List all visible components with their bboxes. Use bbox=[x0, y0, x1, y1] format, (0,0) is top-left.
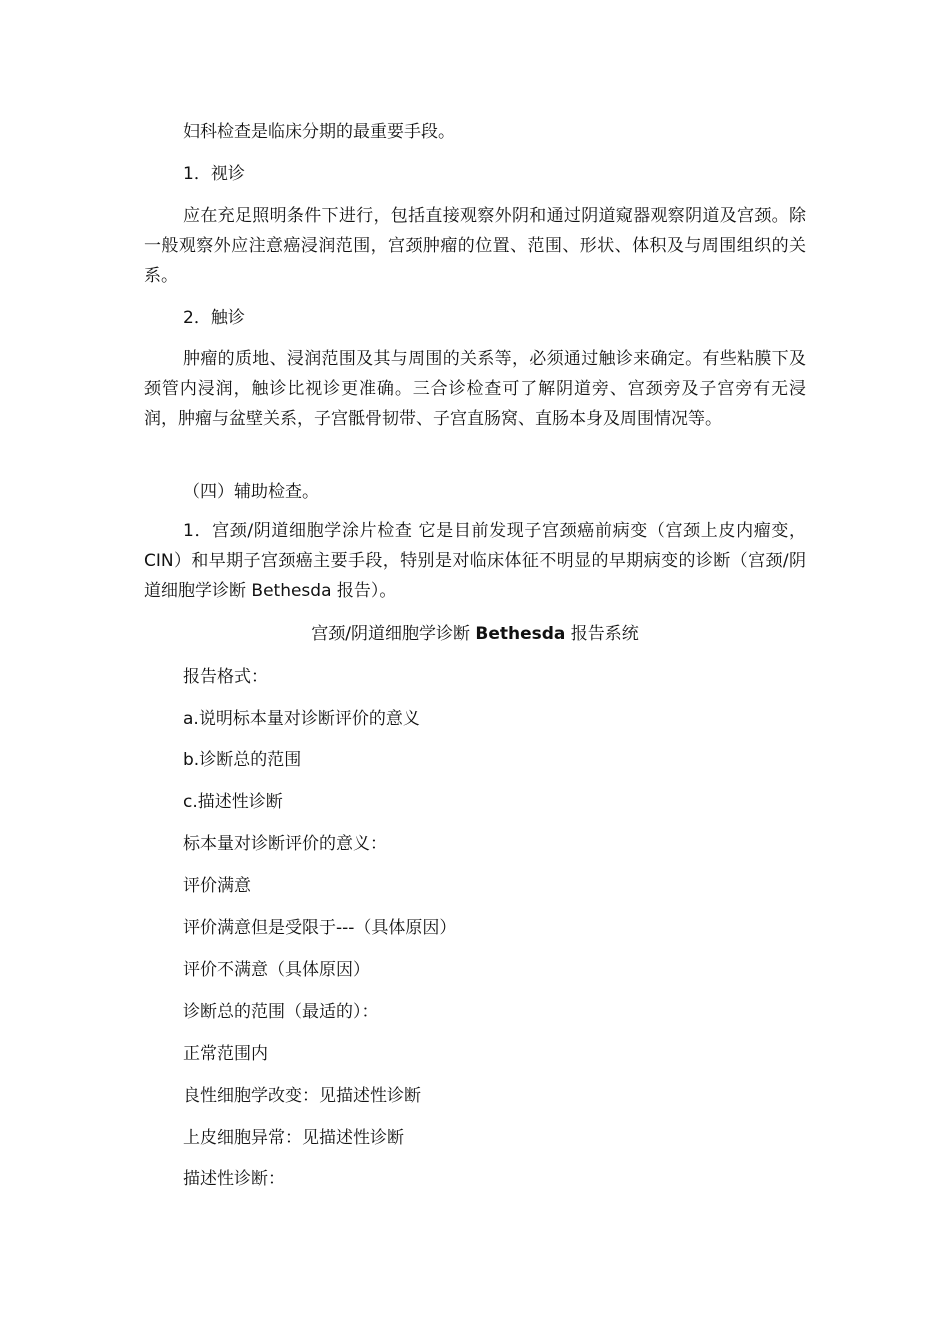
list-item: 评价满意 bbox=[183, 876, 251, 896]
list-item: a.说明标本量对诊断评价的意义 bbox=[183, 709, 420, 729]
section-title-prefix: 宫颈/阴道细胞学诊断 bbox=[311, 624, 476, 644]
heading-palpation: 2．触诊 bbox=[183, 308, 245, 328]
list-item: 正常范围内 bbox=[183, 1044, 268, 1064]
list-item: b.诊断总的范围 bbox=[183, 750, 302, 770]
list-item: c.描述性诊断 bbox=[183, 792, 283, 812]
list-item: 评价不满意（具体原因） bbox=[183, 960, 370, 980]
list-item: 报告格式： bbox=[183, 667, 268, 687]
paragraph-palpation: 肿瘤的质地、浸润范围及其与周围的关系等，必须通过触诊来确定。有些粘膜下及颈管内浸润，触诊比视诊更准确。三合诊检查可了解阴道旁、宫颈旁及子宫旁有无浸润，肿瘤与盆壁关系，子宫骶骨韧带、子宫直肠窝、直肠本身及周围情况等。 bbox=[144, 349, 806, 429]
list-item: 上皮细胞异常：见描述性诊断 bbox=[183, 1128, 404, 1148]
list-item: 标本量对诊断评价的意义： bbox=[183, 834, 387, 854]
paragraph-intro: 妇科检查是临床分期的最重要手段。 bbox=[183, 122, 455, 142]
section-title bbox=[144, 619, 806, 649]
paragraph-inspection: 应在充足照明条件下进行，包括直接观察外阴和通过阴道窥器观察阴道及宫颈。除一般观察外应注意癌浸润范围，宫颈肿瘤的位置、范围、形状、体积及与周围组织的关系。 bbox=[144, 206, 806, 286]
list-item: 评价满意但是受限于---（具体原因） bbox=[183, 918, 457, 938]
section-title-bold: Bethesda bbox=[475, 624, 566, 644]
section-title-suffix: 报告系统 bbox=[565, 624, 639, 644]
heading-inspection: 1．视诊 bbox=[183, 164, 245, 184]
list-item: 描述性诊断： bbox=[183, 1169, 285, 1189]
paragraph-cytology: 1．宫颈/阴道细胞学涂片检查 它是目前发现子宫颈癌前病变（宫颈上皮内瘤变，CIN）和早期子宫颈癌主要手段，特别是对临床体征不明显的早期病变的诊断（宫颈/阴道细胞学诊断 Bethesda 报告）。 bbox=[144, 521, 806, 601]
list-item: 良性细胞学改变：见描述性诊断 bbox=[183, 1086, 421, 1106]
list-item: 诊断总的范围（最适的）： bbox=[183, 1002, 379, 1022]
heading-auxiliary-exam: （四）辅助检查。 bbox=[183, 482, 319, 502]
